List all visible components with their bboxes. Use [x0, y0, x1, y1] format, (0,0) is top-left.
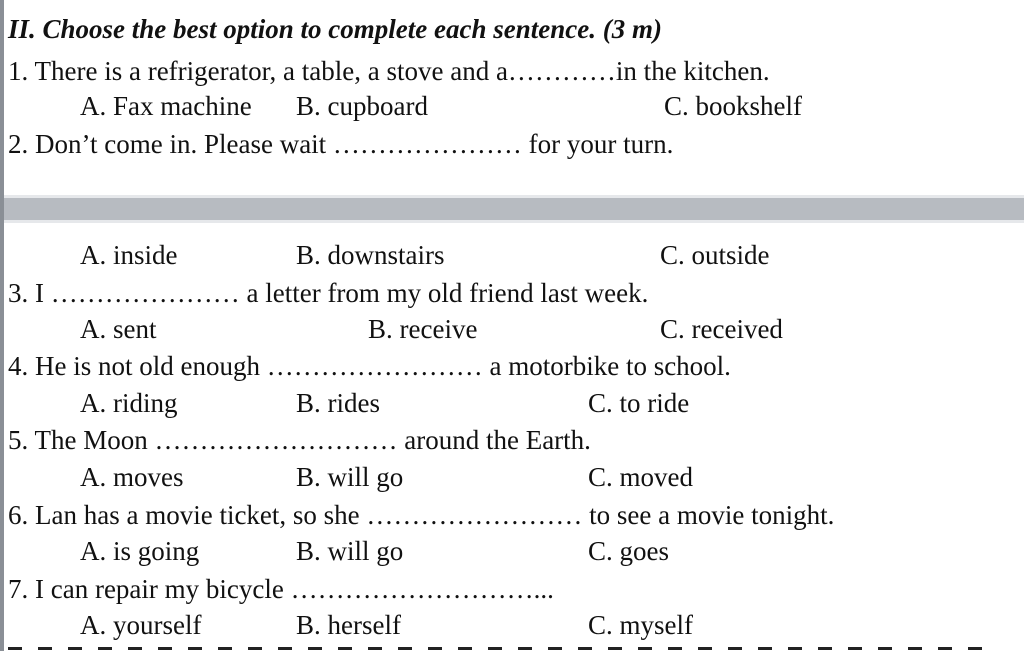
page-break-bar: [4, 198, 1024, 220]
question-1-stem: 1. There is a refrigerator, a table, a stove and a…………in the kitchen.: [8, 56, 770, 86]
page-left-edge: [0, 0, 4, 651]
question-1-option-b: B. cupboard: [296, 91, 428, 121]
question-6-option-a: A. is going: [80, 536, 200, 566]
question-3-option-a: A. sent: [80, 314, 157, 344]
question-7-option-a: A. yourself: [80, 610, 202, 640]
question-4-stem: 4. He is not old enough …………………… a motorbike to school.: [8, 351, 731, 381]
question-4-option-c: C. to ride: [588, 388, 690, 418]
question-6-stem: 6. Lan has a movie ticket, so she …………………… to see a movie tonight.: [8, 500, 835, 530]
question-3-option-c: C. received: [660, 314, 783, 344]
question-2-option-b: B. downstairs: [296, 240, 445, 270]
question-2-stem: 2. Don’t come in. Please wait ………………… for your turn.: [8, 129, 674, 159]
question-3-option-b: B. receive: [368, 314, 478, 344]
section-title: II. Choose the best option to complete each sentence. (3 m): [8, 14, 662, 44]
question-7-option-b: B. herself: [296, 610, 401, 640]
question-2-option-c: C. outside: [660, 240, 770, 270]
question-4-option-a: A. riding: [80, 388, 178, 418]
question-3-stem: 3. I ………………… a letter from my old friend last week.: [8, 278, 649, 308]
question-5-stem: 5. The Moon ……………………… around the Earth.: [8, 425, 591, 455]
question-4-option-b: B. rides: [296, 388, 380, 418]
question-1-option-a: A. Fax machine: [80, 91, 252, 121]
page-gap: [4, 160, 1024, 195]
cut-off-next-line: [8, 644, 988, 651]
question-2-option-a: A. inside: [80, 240, 178, 270]
question-1-option-c: C. bookshelf: [664, 91, 802, 121]
question-5-option-b: B. will go: [296, 462, 404, 492]
question-7-option-c: C. myself: [588, 610, 693, 640]
question-5-option-c: C. moved: [588, 462, 693, 492]
question-6-option-c: C. goes: [588, 536, 669, 566]
question-6-option-b: B. will go: [296, 536, 404, 566]
question-7-stem: 7. I can repair my bicycle ………………………...: [8, 574, 554, 604]
question-5-option-a: A. moves: [80, 462, 184, 492]
